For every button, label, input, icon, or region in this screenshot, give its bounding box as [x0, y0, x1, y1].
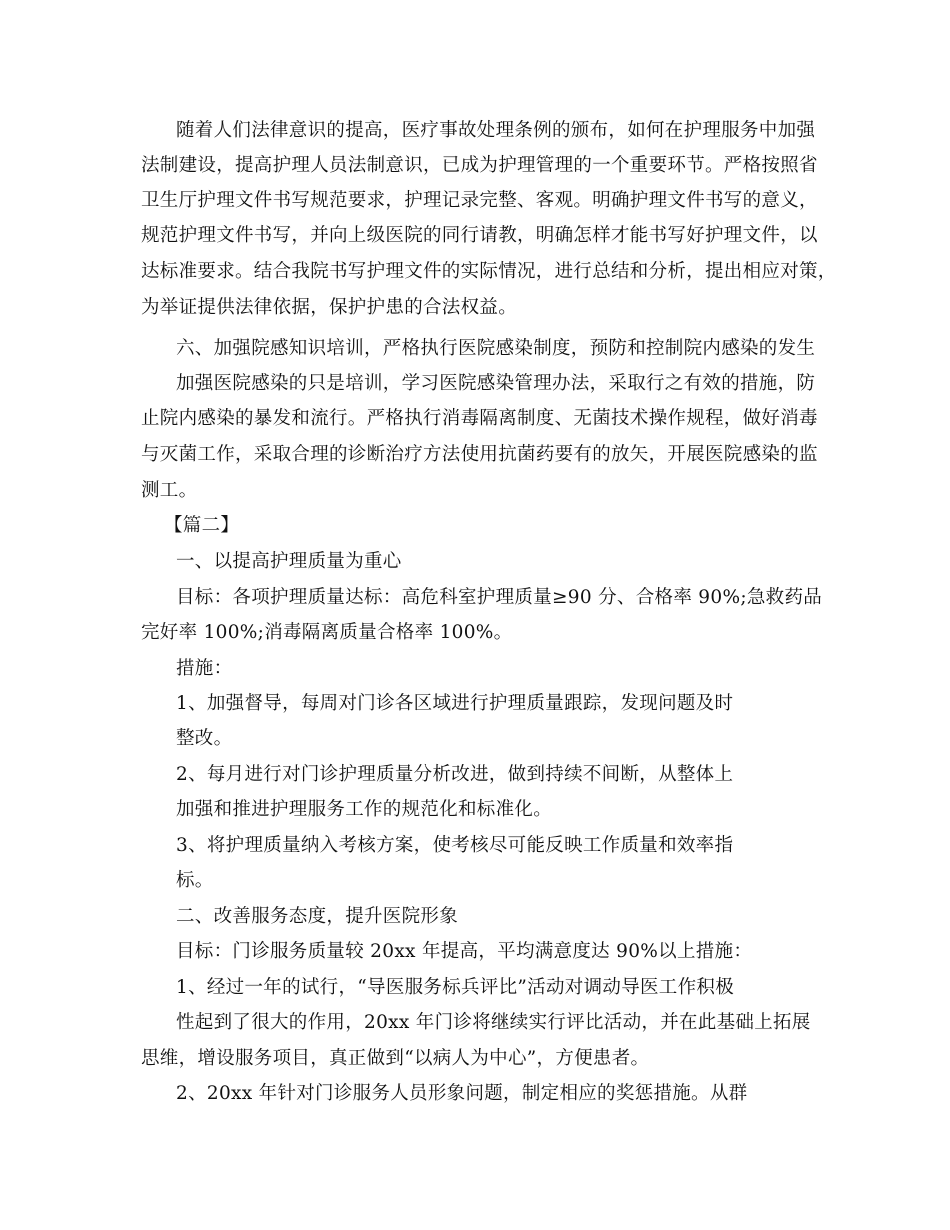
paragraph-line: 达标准要求。结合我院书写护理文件的实际情况，进行总结和分析，提出相应对策， — [141, 261, 837, 282]
section-heading: 六、加强院感知识培训，严格执行医院感染制度，预防和控制院内感染的发生 — [176, 338, 816, 359]
paragraph-line: 法制建设，提高护理人员法制意识，已成为护理管理的一个重要环节。严格按照省 — [141, 155, 818, 176]
paragraph-line: 随着人们法律意识的提高，医疗事故处理条例的颁布，如何在护理服务中加强 — [176, 120, 816, 141]
paragraph-line: 完好率 100%;消毒隔离质量合格率 100%。 — [141, 622, 513, 643]
paragraph-line: 止院内感染的暴发和流行。严格执行消毒隔离制度、无菌技术操作规程，做好消毒 — [141, 408, 818, 429]
list-item: 2、每月进行对门诊护理质量分析改进，做到持续不间断，从整体上 — [176, 764, 734, 785]
list-item: 整改。 — [176, 728, 233, 749]
paragraph-line: 规范护理文件书写，并向上级医院的同行请教，明确怎样才能书写好护理文件，以 — [141, 225, 818, 246]
list-item: 1、经过一年的试行，“导医服务标兵评比”活动对调动导医工作积极 — [176, 977, 734, 998]
paragraph-line: 与灭菌工作，采取合理的诊断治疗方法使用抗菌药要有的放矢，开展医院感染的监 — [141, 444, 818, 465]
measures-label: 措施： — [176, 658, 233, 679]
paragraph-line: 目标：各项护理质量达标：高危科室护理质量≥90 分、合格率 90%;急救药品 — [176, 587, 823, 608]
part-heading: 【篇二】 — [164, 515, 240, 536]
section-heading: 二、改善服务态度，提升医院形象 — [176, 906, 459, 927]
list-item: 2、20xx 年针对门诊服务人员形象问题，制定相应的奖惩措施。从群 — [176, 1083, 748, 1104]
paragraph-line: 为举证提供法律依据，保护护患的合法权益。 — [141, 297, 518, 318]
paragraph-line: 卫生厅护理文件书写规范要求，护理记录完整、客观。明确护理文件书写的意义， — [141, 190, 818, 211]
list-item: 标。 — [176, 870, 214, 891]
list-item: 加强和推进护理服务工作的规范化和标准化。 — [176, 799, 553, 820]
section-heading: 一、以提高护理质量为重心 — [176, 551, 402, 572]
list-item: 性起到了很大的作用，20xx 年门诊将继续实行评比活动，并在此基础上拓展 — [176, 1012, 811, 1033]
paragraph-line: 加强医院感染的只是培训，学习医院感染管理办法，采取行之有效的措施，防 — [176, 373, 816, 394]
paragraph-line: 目标：门诊服务质量较 20xx 年提高，平均满意度达 90%以上措施： — [176, 941, 753, 962]
list-item: 思维，增设服务项目，真正做到“以病人为中心”，方便患者。 — [141, 1048, 650, 1069]
list-item: 1、加强督导，每周对门诊各区域进行护理质量跟踪，发现问题及时 — [176, 693, 734, 714]
paragraph-line: 测工。 — [141, 480, 198, 501]
list-item: 3、将护理质量纳入考核方案，使考核尽可能反映工作质量和效率指 — [176, 835, 734, 856]
